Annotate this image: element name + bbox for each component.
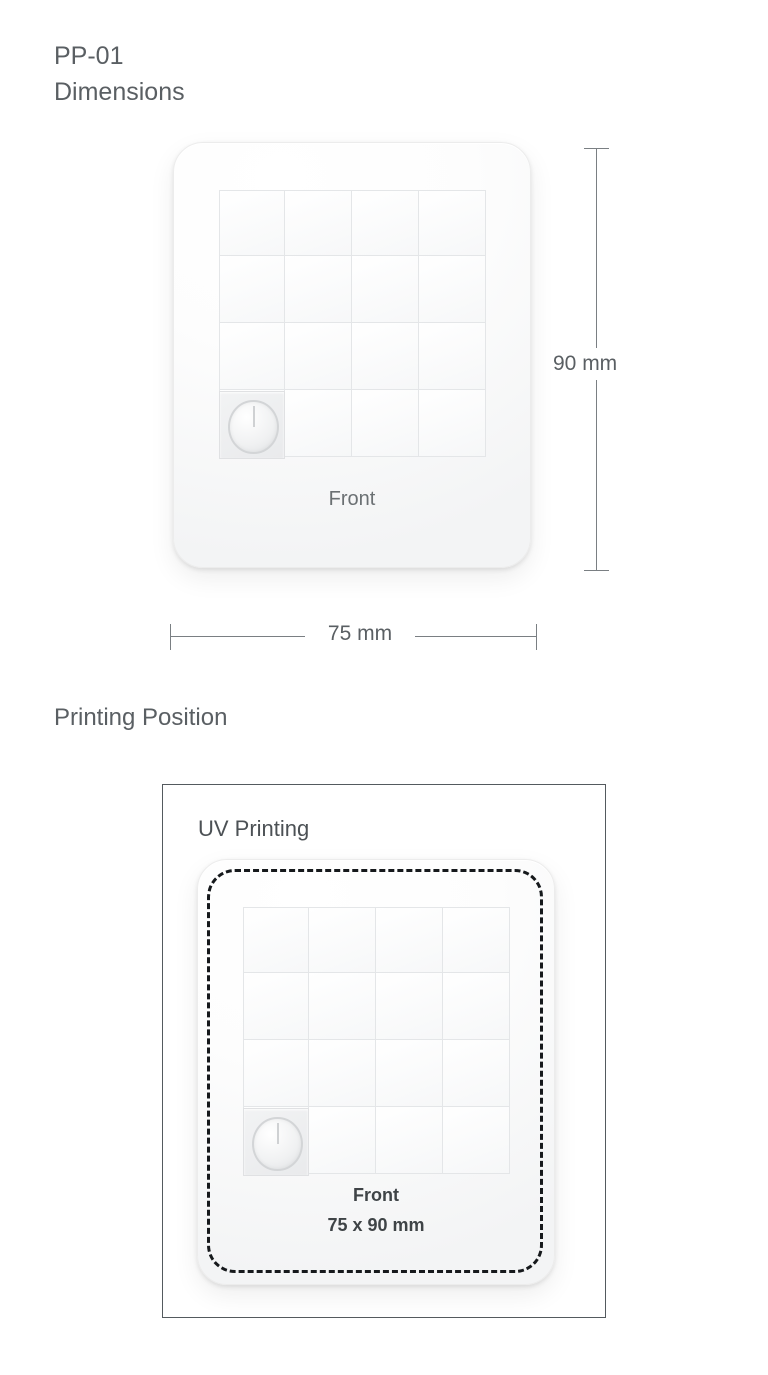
printing-position-heading: Printing Position [54, 704, 228, 731]
grid-cell [419, 390, 486, 457]
grid-cell [419, 323, 486, 390]
width-dimension-cap-left [170, 624, 171, 650]
printing-method-label: UV Printing [198, 816, 310, 841]
product-illustration-printing [197, 859, 555, 1285]
grid-cell [285, 323, 352, 390]
dial-knob [228, 400, 278, 454]
width-dimension-label: 75 mm [305, 622, 415, 646]
front-face-label: Front [328, 488, 376, 510]
grid-cell [309, 973, 376, 1040]
grid-cell [285, 190, 352, 257]
grid-cell [309, 1040, 376, 1107]
grid-cell [352, 256, 419, 323]
grid-cell [376, 1040, 443, 1107]
product-illustration-front [173, 142, 531, 568]
grid-cell [219, 323, 286, 390]
print-area-size: 75 x 90 mm [327, 1215, 425, 1235]
grid-cell [219, 256, 286, 323]
print-area-annotation [198, 1180, 554, 1240]
print-area-face: Front [353, 1185, 399, 1205]
grid-cell [309, 907, 376, 974]
grid-cell [243, 907, 310, 974]
grid-cell [376, 1107, 443, 1174]
grid-cell [285, 256, 352, 323]
height-dimension-cap-top [584, 148, 609, 149]
grid-cell [376, 973, 443, 1040]
grid-cell [352, 390, 419, 457]
grid-cell [243, 973, 310, 1040]
dial-knob [252, 1117, 302, 1171]
grid-cell [419, 256, 486, 323]
grid-cell [309, 1107, 376, 1174]
grid-cell [352, 190, 419, 257]
height-dimension-label: 90 mm [553, 348, 617, 380]
product-code: PP-01 [54, 42, 124, 70]
rotary-dial-icon [219, 391, 285, 459]
grid-cell [443, 1040, 510, 1107]
grid-cell [219, 190, 286, 257]
grid-cell [443, 1107, 510, 1174]
grid-cell [243, 1040, 310, 1107]
height-dimension-cap-bottom [584, 570, 609, 571]
grid-cell [443, 907, 510, 974]
rotary-dial-icon [243, 1108, 309, 1176]
page-title [54, 38, 185, 110]
grid-cell [419, 190, 486, 257]
grid-cell [352, 323, 419, 390]
grid-cell [376, 907, 443, 974]
grid-cell [285, 390, 352, 457]
width-dimension-cap-right [536, 624, 537, 650]
grid-cell [443, 973, 510, 1040]
page-subtitle: Dimensions [54, 78, 185, 106]
